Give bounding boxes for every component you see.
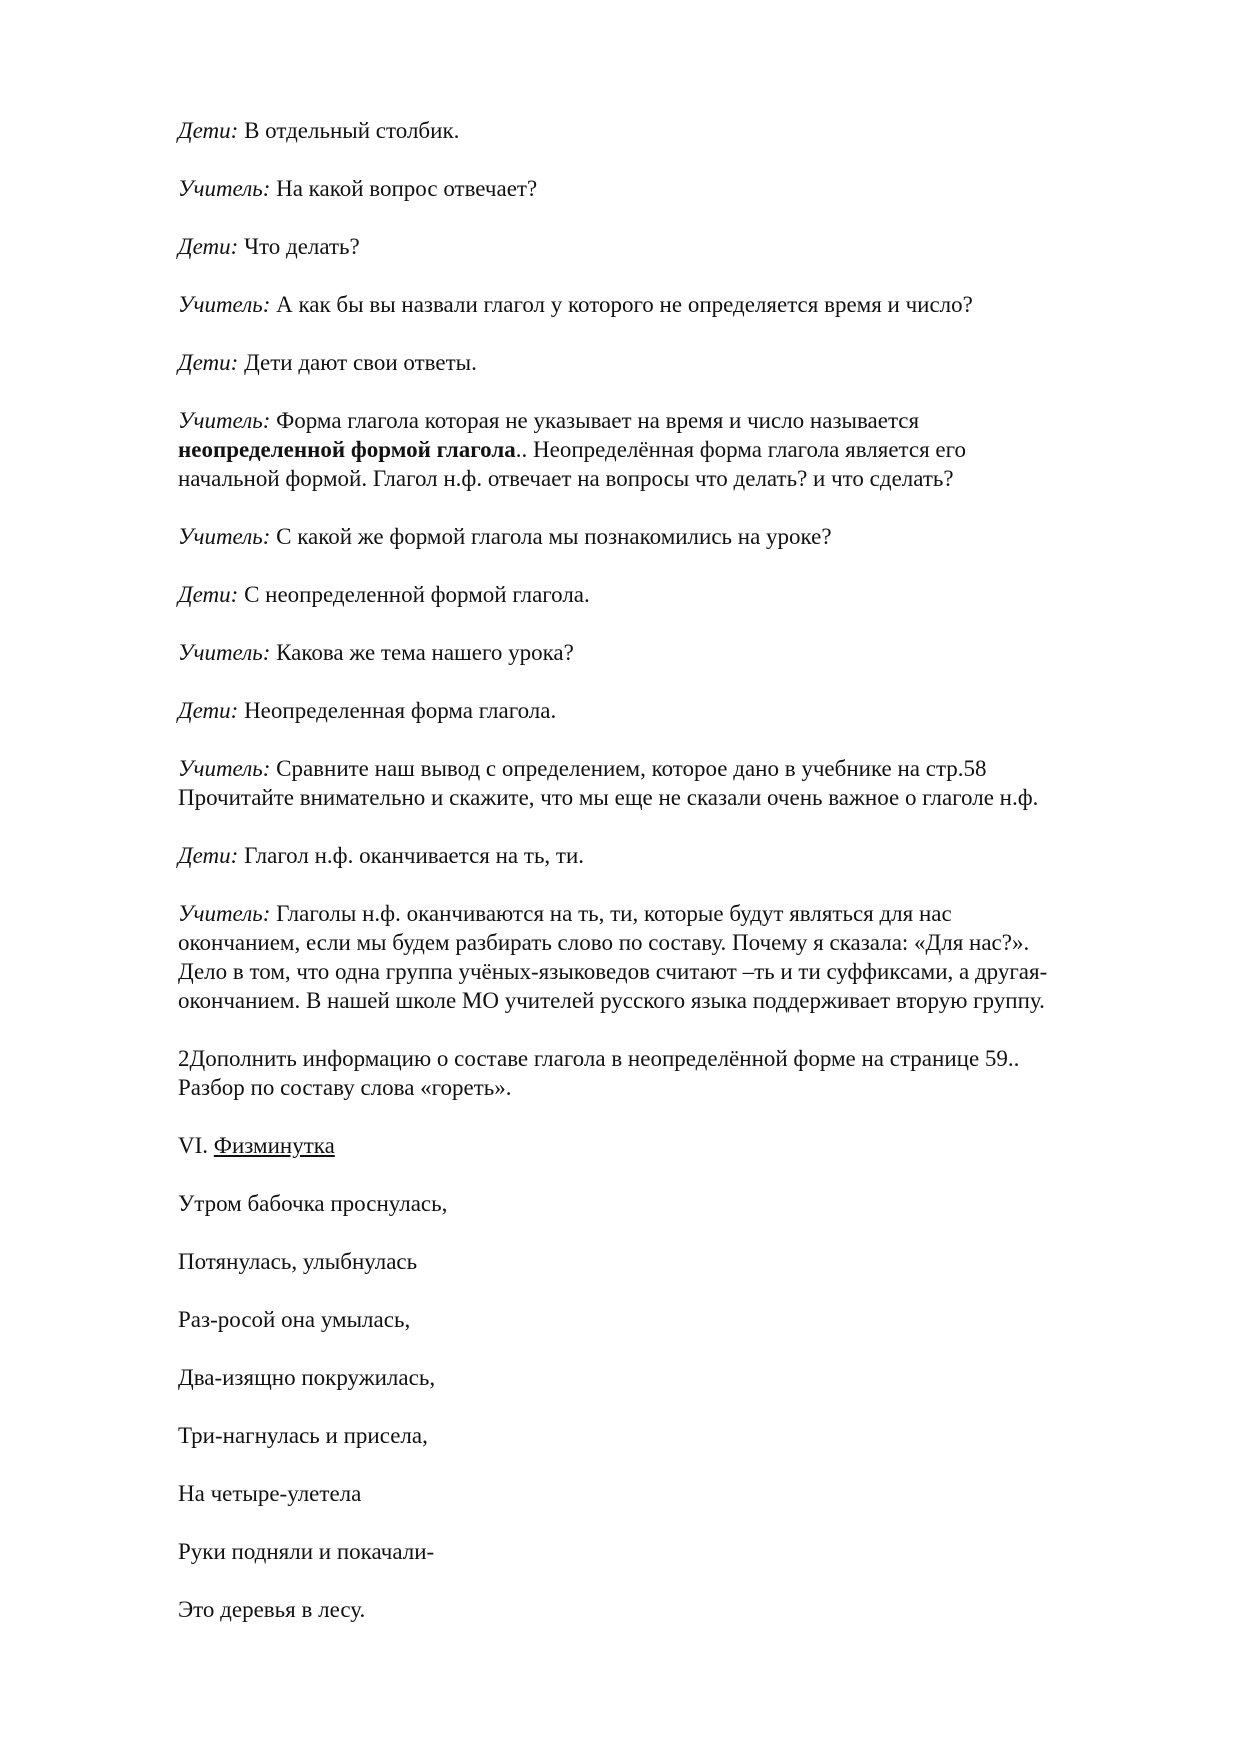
section-heading — [178, 1131, 1158, 1160]
speaker-label: Учитель: — [178, 901, 271, 926]
speaker-label: Учитель: — [178, 292, 271, 317]
poem-line: Два-изящно покружилась, — [178, 1365, 436, 1390]
compare-line-1: Учитель: Сравните наш вывод с определением, которое дано в учебнике на стр.58 — [178, 756, 987, 781]
poem-line: Руки подняли и покачали- — [178, 1539, 435, 1564]
poem-line: Потянулась, улыбнулась — [178, 1249, 418, 1274]
dialogue-line — [178, 116, 1158, 145]
speaker-label: Учитель: — [178, 756, 271, 781]
dialogue-line — [178, 290, 1158, 319]
dialogue-line — [178, 696, 1158, 725]
section-number: VI. — [178, 1133, 214, 1158]
section-title: Физминутка — [213, 1133, 335, 1158]
poem-line: Это деревья в лесу. — [178, 1597, 366, 1622]
poem-line: Три-нагнулась и присела, — [178, 1423, 428, 1448]
dialogue-line — [178, 522, 1158, 551]
ending-line-2: окончанием, если мы будем разбирать слово по составу. Почему я сказала: «Для нас?». — [178, 930, 1030, 955]
dialogue-text: С какой же формой глагола мы познакомились на уроке? — [270, 524, 832, 549]
dialogue-line — [178, 174, 1158, 203]
task-line-1: 2Дополнить информацию о составе глагола в неопределённой форме на странице 59.. — [178, 1046, 1020, 1071]
task-paragraph — [178, 1044, 1158, 1102]
dialogue-text: Какова же тема нашего урока? — [270, 640, 574, 665]
dialogue-text: Неопределенная форма глагола. — [238, 698, 557, 723]
speaker-label: Дети: — [178, 698, 239, 723]
speaker-label: Дети: — [178, 234, 239, 259]
dialogue-line — [178, 841, 1158, 870]
dialogue-line — [178, 348, 1158, 377]
ending-line-3: Дело в том, что одна группа учёных-языковедов считают –ть и ти суффиксами, а другая- — [178, 959, 1048, 984]
speaker-label: Дети: — [178, 582, 239, 607]
dialogue-text: В отдельный столбик. — [238, 118, 460, 143]
dialogue-line — [178, 638, 1158, 667]
definition-line-3: начальной формой. Глагол н.ф. отвечает на вопросы что делать? и что сделать? — [178, 466, 954, 491]
poem-line: Утром бабочка проснулась, — [178, 1191, 448, 1216]
dialogue-text: А как бы вы назвали глагол у которого не определяется время и число? — [270, 292, 973, 317]
definition-line-1: Учитель: Форма глагола которая не указывает на время и число называется — [178, 408, 920, 433]
speaker-label: Дети: — [178, 350, 239, 375]
compare-paragraph — [178, 754, 1158, 812]
dialogue-text: С неопределенной формой глагола. — [238, 582, 590, 607]
dialogue-text: Дети дают свои ответы. — [238, 350, 477, 375]
document-page — [178, 116, 1158, 1653]
speaker-label: Дети: — [178, 843, 239, 868]
speaker-label: Дети: — [178, 118, 239, 143]
dialogue-line — [178, 232, 1158, 261]
ending-line-4: окончанием. В нашей школе МО учителей русского языка поддерживает вторую группу. — [178, 988, 1045, 1013]
speaker-label: Учитель: — [178, 176, 271, 201]
dialogue-text: Что делать? — [238, 234, 360, 259]
ending-line-1: Учитель: Глаголы н.ф. оканчиваются на ть, ти, которые будут являться для нас — [178, 901, 952, 926]
speaker-label: Учитель: — [178, 524, 271, 549]
dialogue-text: На какой вопрос отвечает? — [270, 176, 538, 201]
speaker-label: Учитель: — [178, 408, 271, 433]
task-line-2: Разбор по составу слова «гореть». — [178, 1075, 512, 1100]
speaker-label: Учитель: — [178, 640, 271, 665]
ending-explanation-paragraph — [178, 899, 1158, 1015]
bold-term: неопределенной формой глагола — [178, 437, 516, 462]
dialogue-text: Глагол н.ф. оканчивается на ть, ти. — [238, 843, 585, 868]
compare-line-2: Прочитайте внимательно и скажите, что мы еще не сказали очень важное о глаголе н.ф. — [178, 785, 1039, 810]
poem-line: Раз-росой она умылась, — [178, 1307, 411, 1332]
poem-line: На четыре-улетела — [178, 1481, 362, 1506]
definition-line-2: неопределенной формой глагола.. Неопределённая форма глагола является его — [178, 437, 966, 462]
definition-paragraph — [178, 406, 1158, 493]
dialogue-line — [178, 580, 1158, 609]
